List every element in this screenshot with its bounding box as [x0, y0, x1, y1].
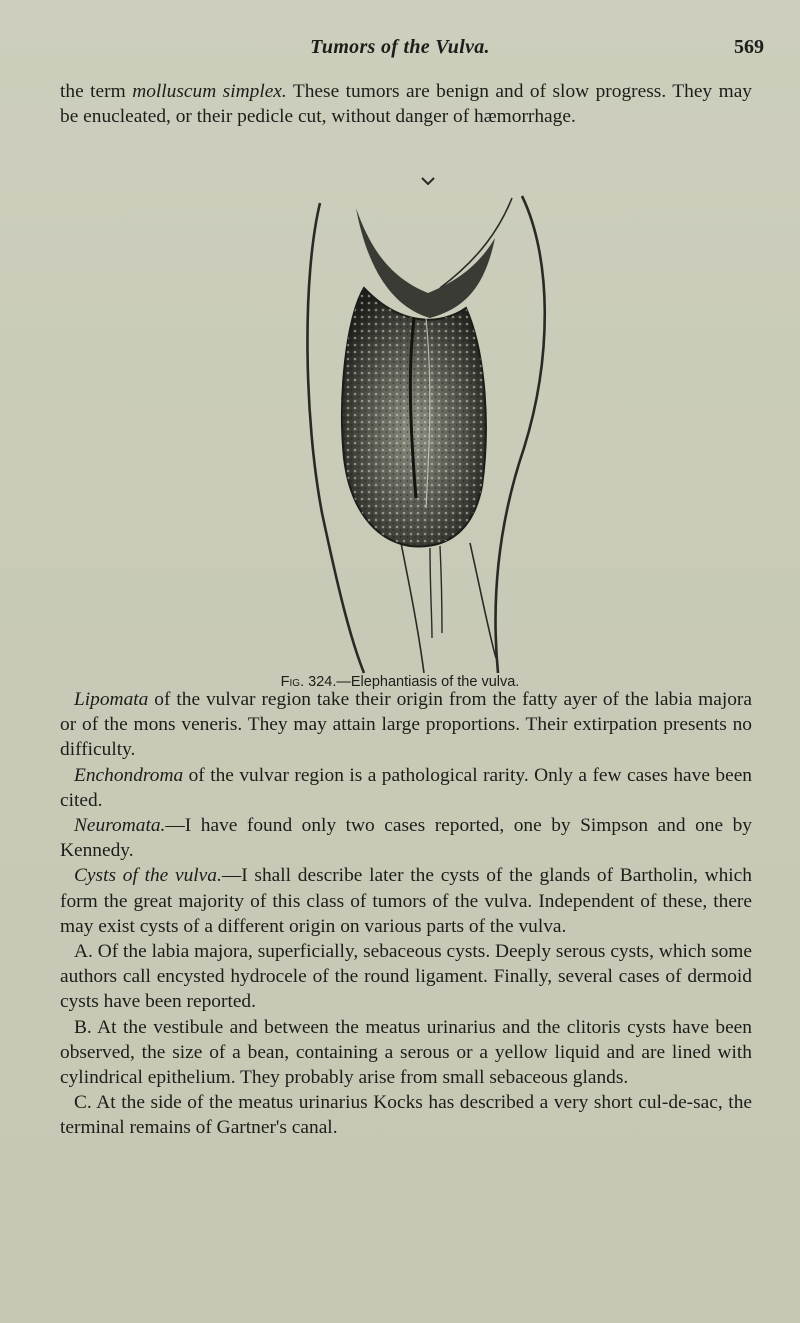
running-title: Tumors of the Vulva. — [310, 36, 490, 58]
term-enchondroma: Enchondroma — [74, 764, 184, 786]
paragraph-b: B. At the vestibule and between the meatus urinarius and the clitoris cysts have been observed, the size of a bean, containing a serous or a yellow liquid and are lined with cylindrical epithelium. They probably arise from small sebaceous glands. — [60, 1016, 752, 1089]
paragraph-cysts — [60, 863, 752, 939]
cysts-text: —I shall describe later the cysts of the glands of Bartholin, which form the great majority of this class of tumors of the vulva. Independent of these, there may exist cysts of a different origin on various parts of the vulva. — [60, 865, 752, 937]
paragraph-neuromata — [60, 813, 752, 863]
paragraph-c: C. At the side of the meatus urinarius Kocks has described a very short cul-de-sac, the terminal remains of Gartner's canal. — [60, 1092, 752, 1139]
paragraph-lipomata — [60, 687, 752, 763]
page-number: 569 — [734, 36, 764, 58]
enchondroma-text: of the vulvar region is a pathological rarity. Only a few cases have been cited. — [60, 764, 752, 811]
neuromata-text: —I have found only two cases reported, one by Simpson and one by Kennedy. — [60, 815, 752, 862]
running-head — [0, 36, 800, 62]
lipomata-text: of the vulvar region take their origin from the fatty ayer of the labia majora or of the mons veneris. They may attain large proportions. Their extirpation presents no difficulty. — [60, 689, 752, 761]
paragraph-enchondroma — [60, 763, 752, 813]
intro-emphasis: molluscum simplex. — [132, 81, 287, 102]
elephantiasis-illustration — [290, 168, 570, 678]
intro-paragraph-block — [60, 79, 752, 129]
term-cysts: Cysts of the vulva. — [74, 865, 222, 887]
term-neuromata: Neuromata. — [74, 815, 166, 837]
term-lipomata: Lipomata — [74, 689, 149, 710]
intro-text-end: These tumors are benign and of slow progress. They may be enucleated, or their pedicle cut, without danger of hæmorrhage. — [60, 81, 752, 128]
figure-caption-text: —Elephantiasis of the vulva. — [336, 674, 520, 690]
intro-paragraph — [60, 79, 752, 129]
figure-label: Fig. 324. — [280, 674, 337, 690]
figure-elephantiasis — [290, 168, 570, 678]
body-text-block — [60, 687, 752, 1141]
intro-text-start: the term — [60, 81, 133, 102]
paragraph-a: A. Of the labia majora, superficially, sebaceous cysts. Deeply serous cysts, which some authors call encysted hydrocele of the round ligament. Finally, several cases of dermoid cysts have been reported. — [60, 941, 752, 1013]
